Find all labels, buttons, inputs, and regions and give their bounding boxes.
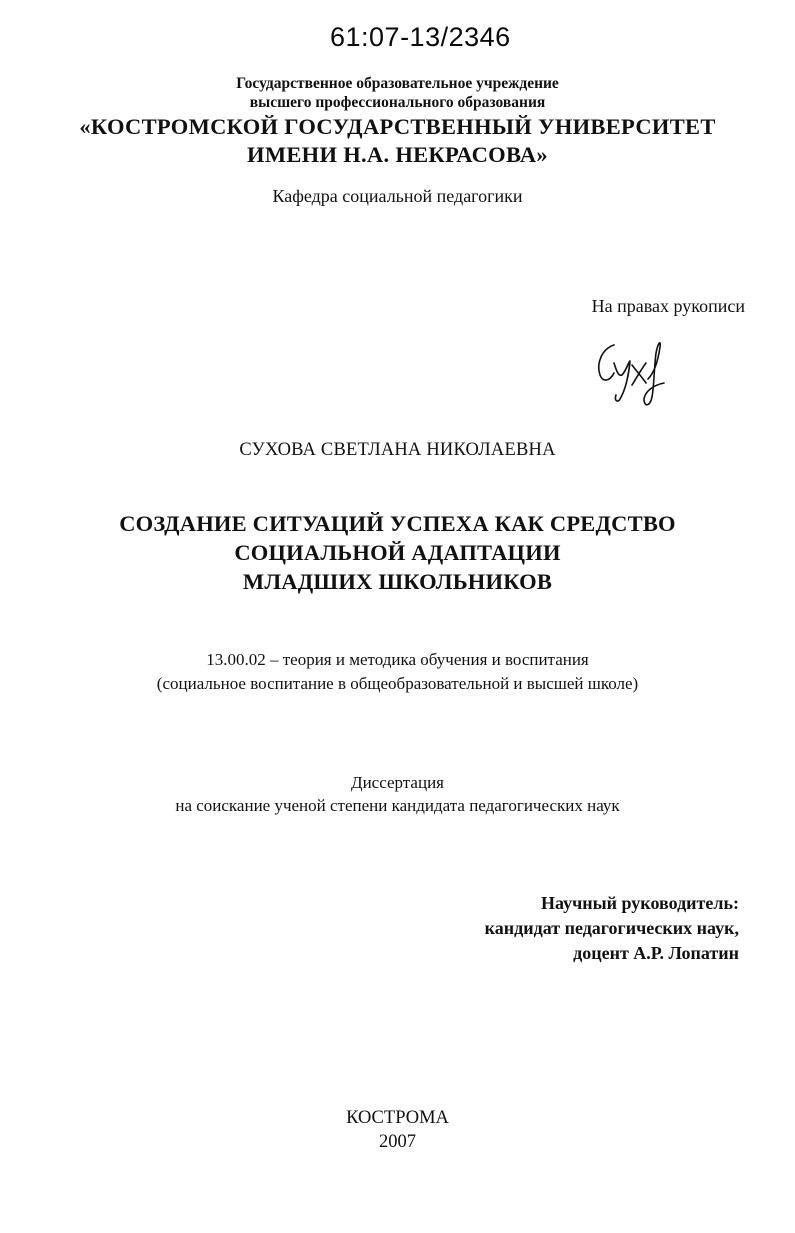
supervisor-degree: кандидат педагогических наук, [484,918,739,938]
university-name-line-2: ИМЕНИ Н.А. НЕКРАСОВА» [247,142,548,167]
institution-line-2: высшего профессионального образования [249,94,546,111]
department-name: Кафедра социальной педагогики [272,186,523,206]
institution-line-1: Государственное образовательное учреждение [236,75,559,92]
author-name: СУХОВА СВЕТЛАНА НИКОЛАЕВНА [239,440,556,460]
city: КОСТРОМА [346,1108,449,1128]
document-type: Диссертация [350,773,444,792]
supervisor-name: доцент А.Р. Лопатин [573,943,739,963]
scientific-supervisor [485,891,739,966]
dissertation-title-line-1: СОЗДАНИЕ СИТУАЦИЙ УСПЕХА КАК СРЕДСТВО [119,511,676,536]
catalog-number: 61:07-13/2346 [330,22,511,52]
year: 2007 [379,1132,416,1152]
dissertation-title-line-2: СОЦИАЛЬНОЙ АДАПТАЦИИ [234,540,561,565]
specialty-code: 13.00.02 – теория и методика обучения и воспитания [206,650,589,669]
handwritten-signature [588,333,678,413]
manuscript-rights-note: На правах рукописи [591,296,745,316]
university-name-line-1: «КОСТРОМСКОЙ ГОСУДАРСТВЕННЫЙ УНИВЕРСИТЕТ [79,114,716,139]
supervisor-label: Научный руководитель: [541,893,739,913]
degree-sought: на соискание ученой степени кандидата педагогических наук [175,796,620,815]
dissertation-title-line-3: МЛАДШИХ ШКОЛЬНИКОВ [242,569,553,594]
specialty-description: (социальное воспитание в общеобразовательной и высшей школе) [156,674,639,693]
